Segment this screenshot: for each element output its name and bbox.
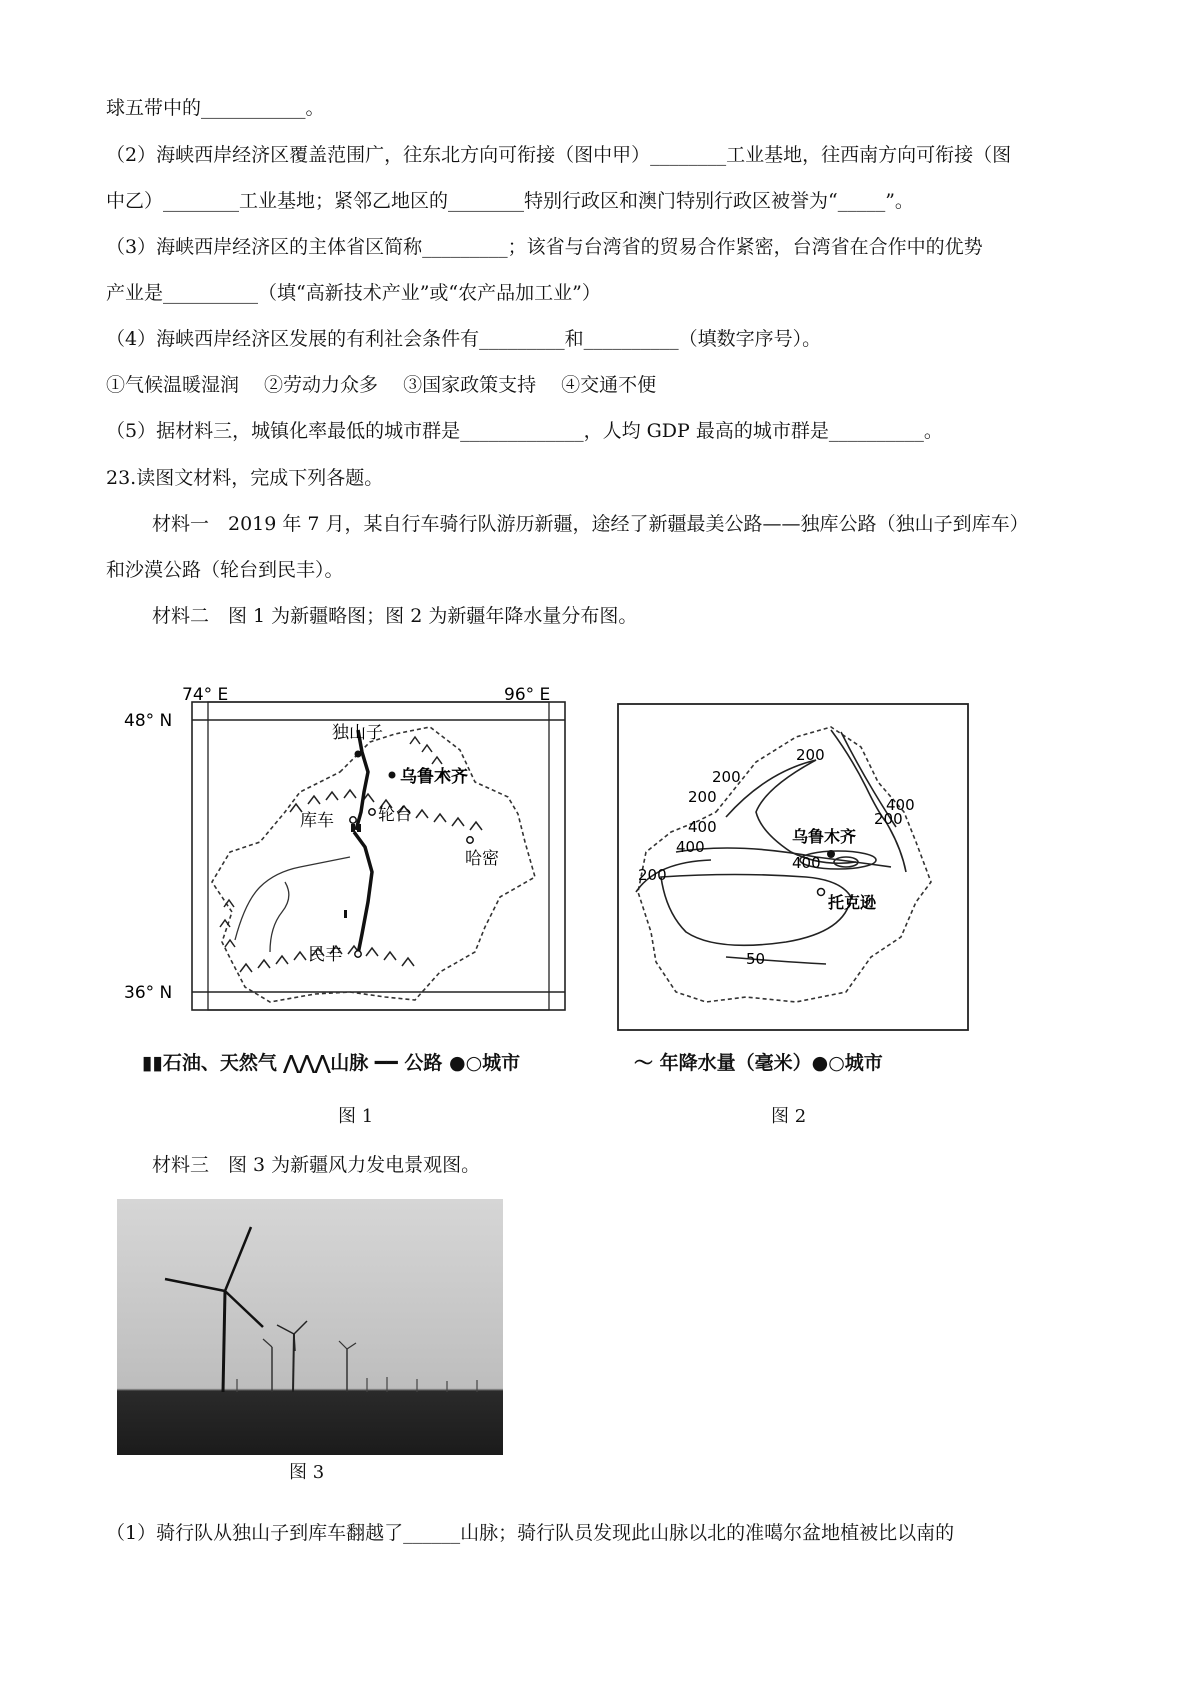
isoline-label: 200 <box>712 768 741 786</box>
isoline-label: 400 <box>792 854 821 872</box>
question-5-line: （5）据材料三，城镇化率最低的城市群是_____________，人均 GDP 最高的城市群是__________。 <box>106 420 943 442</box>
city-label: 哈密 <box>465 849 499 869</box>
city-toksun-marker <box>818 889 825 896</box>
question-23-1-line: （1）骑行队从独山子到库车翻越了______山脉；骑行队员发现此山脉以北的准噶尔盆地植被比以南的 <box>106 1522 955 1544</box>
city-minfeng-marker <box>355 951 361 957</box>
city-label: 库车 <box>300 811 334 831</box>
isoline-label: 50 <box>746 950 766 968</box>
question-3-line-1: （3）海峡西岸经济区的主体省区简称_________；该省与台湾省的贸易合作紧密，台湾省在合作中的优势 <box>106 236 983 258</box>
isoline-label: 400 <box>886 796 915 814</box>
text-line: 球五带中的___________。 <box>106 97 325 119</box>
city-label: 乌鲁木齐 <box>792 827 857 846</box>
city-label: 民丰 <box>308 945 342 965</box>
city-label: 托克逊 <box>828 893 877 912</box>
lat-bottom-label: 36° N <box>124 983 173 1003</box>
figure-2-map <box>616 702 970 1032</box>
material-1-line-2: 和沙漠公路（轮台到民丰）。 <box>106 559 344 581</box>
figure-2-svg <box>616 702 970 1032</box>
material-1-line-1: 材料一 2019 年 7 月，某自行车骑行队游历新疆，途经了新疆最美公路——独库公路（独山子到库车） <box>152 513 1029 535</box>
material-3-line: 材料三 图 3 为新疆风力发电景观图。 <box>152 1154 481 1176</box>
city-luntai-marker <box>369 809 375 815</box>
isoline-label: 200 <box>688 788 717 806</box>
isoline-label: 200 <box>874 810 903 828</box>
question-2-line-1: （2）海峡西岸经济区覆盖范围广，往东北方向可衔接（图中甲）________工业基地，往西南方向可衔接（图 <box>106 144 1012 166</box>
city-urumqi-marker <box>389 772 396 779</box>
city-label: 乌鲁木齐 <box>400 767 468 787</box>
isoline-label: 200 <box>796 746 825 764</box>
material-2-line: 材料二 图 1 为新疆略图；图 2 为新疆年降水量分布图。 <box>152 605 638 627</box>
city-hami-marker <box>467 837 473 843</box>
figure-1-caption: 图 1 <box>338 1106 374 1127</box>
question-23-heading: 23.读图文材料，完成下列各题。 <box>106 467 384 489</box>
city-dushanzi-marker <box>355 751 362 758</box>
question-3-line-2: 产业是__________（填“高新技术产业”或“农产品加工业”） <box>106 282 601 304</box>
figure-1-map <box>124 672 580 1050</box>
wind-turbines-illustration <box>117 1199 503 1455</box>
city-urumqi-marker <box>827 850 835 858</box>
isoline-label: 400 <box>676 838 705 856</box>
lon-right-label: 96° E <box>504 685 551 705</box>
city-kuqa-marker <box>350 817 356 823</box>
figure-3-photo <box>117 1199 503 1455</box>
figure-1-svg <box>124 672 580 1050</box>
isoline-label: 400 <box>688 818 717 836</box>
question-4-options: ①气候温暖湿润 ②劳动力众多 ③国家政策支持 ④交通不便 <box>106 374 657 396</box>
figure-1-legend: ▮▮石油、天然气 ⋀⋀⋀山脉 ━━ 公路 ●○城市 <box>142 1052 521 1074</box>
lat-top-label: 48° N <box>124 711 173 731</box>
figure-2-legend: 〜 年降水量（毫米）●○城市 <box>634 1052 883 1074</box>
lon-left-label: 74° E <box>182 685 229 705</box>
city-label: 独山子 <box>332 723 383 743</box>
question-4-line: （4）海峡西岸经济区发展的有利社会条件有_________和__________（填数字序号）。 <box>106 328 822 350</box>
city-label: 轮台 <box>378 805 412 825</box>
question-2-line-2: 中乙）________工业基地；紧邻乙地区的________特别行政区和澳门特别行政区被誉为“_____”。 <box>106 190 914 212</box>
isoline-label: 200 <box>638 866 667 884</box>
figure-2-caption: 图 2 <box>771 1106 807 1127</box>
figure-3-caption: 图 3 <box>289 1462 325 1483</box>
